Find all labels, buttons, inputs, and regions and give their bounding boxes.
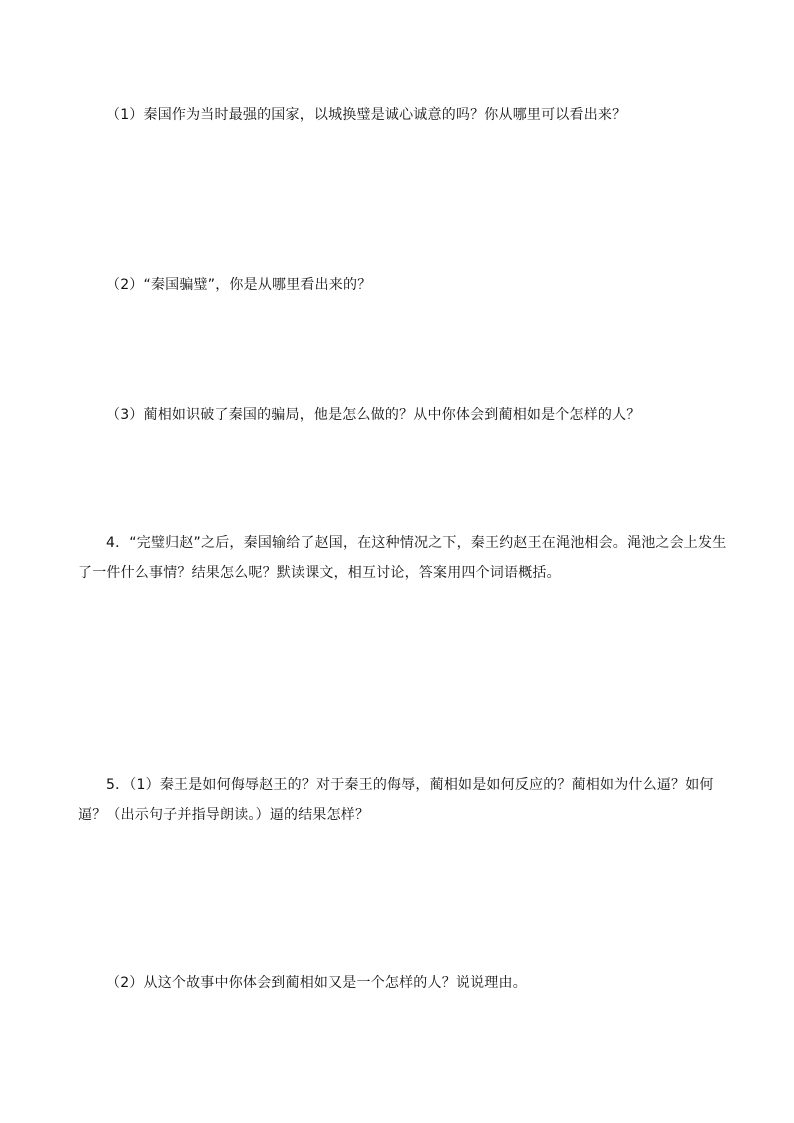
question-2: （2）“秦国骗璧”，你是从哪里看出来的？ (106, 277, 372, 293)
question-1: （1）秦国作为当时最强的国家，以城换璧是诚心诚意的吗？你从哪里可以看出来？ (106, 107, 627, 123)
question-5: 5．（1）秦王是如何侮辱赵王的？对于秦王的侮辱，蔺相如是如何反应的？蔺相如为什么逼？如何逼？（出示句子并指导朗读。）逼的结果怎样？ (78, 777, 714, 823)
question-4: 4．“完璧归赵”之后，秦国输给了赵国，在这种情况之下，秦王约赵王在渑池相会。渑池之会上发生了一件什么事情？结果怎么呢？默读课文，相互讨论，答案用四个词语概括。 (78, 535, 727, 581)
question-5-2: （2）从这个故事中你体会到蔺相如又是一个怎样的人？说说理由。 (106, 975, 527, 991)
question-3: （3）蔺相如识破了秦国的骗局，他是怎么做的？从中你体会到蔺相如是个怎样的人？ (106, 407, 641, 423)
